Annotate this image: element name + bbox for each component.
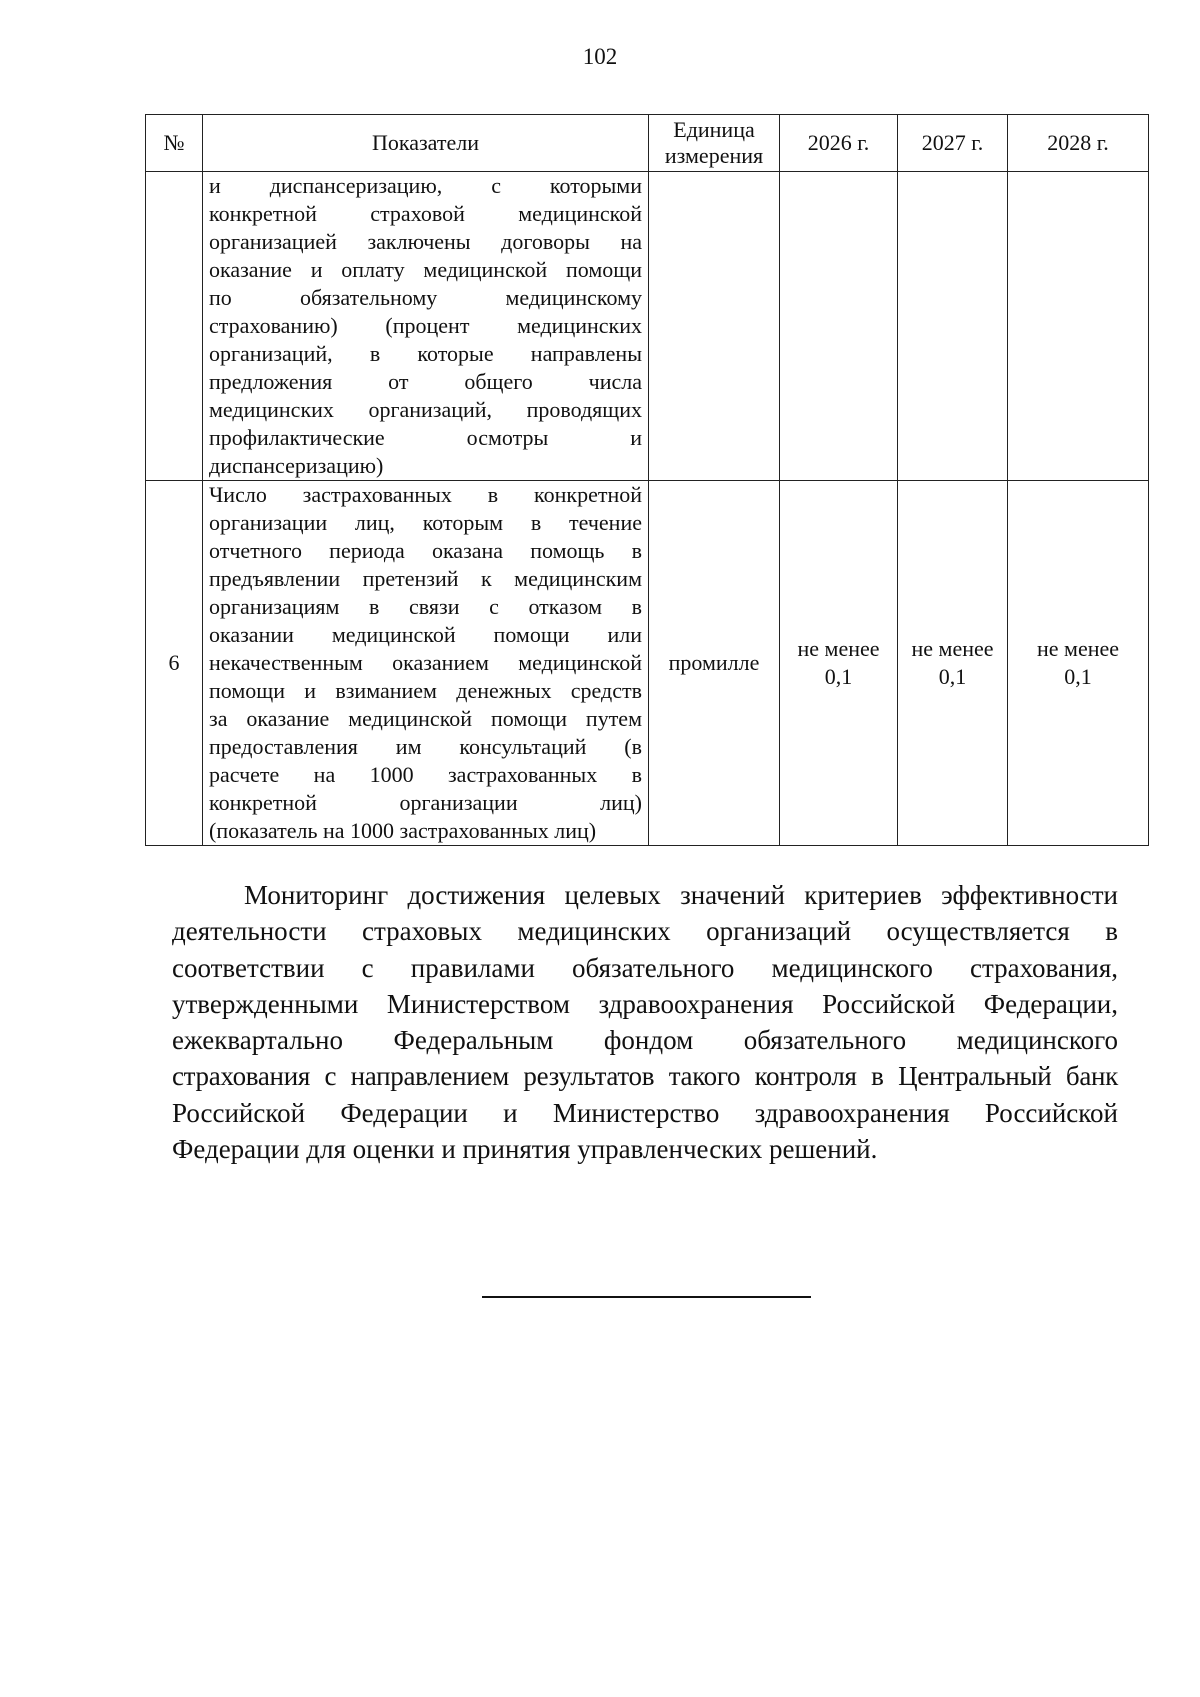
indicator-line: расчете на 1000 застрахованных в <box>209 762 642 787</box>
indicator-line: предоставления им консультаций (в <box>209 734 642 759</box>
header-unit-line1: Единица <box>673 117 755 142</box>
table-header-row <box>146 115 1149 172</box>
indicator-line: страхованию) (процент медицинских <box>209 313 642 338</box>
monitoring-paragraph <box>172 877 1118 1167</box>
indicator-line: медицинских организаций, проводящих <box>209 397 642 422</box>
indicator-line: предложения от общего числа <box>209 369 642 394</box>
indicator-line: конкретной страховой медицинской <box>209 201 642 226</box>
indicator-line: предъявлении претензий к медицинским <box>209 566 642 591</box>
indicator-line: (показатель на 1000 застрахованных лиц) <box>209 818 597 843</box>
paragraph-line: Российской Федерации и Министерство здравоохранения Российской <box>172 1097 1118 1128</box>
indicator-line: помощи и взиманием денежных средств <box>209 678 642 703</box>
header-year-2027: 2027 г. <box>898 115 1008 172</box>
header-indicator: Показатели <box>203 115 649 172</box>
indicator-cell <box>203 172 649 481</box>
table-row <box>146 172 1149 481</box>
unit-cell: промилле <box>649 481 780 846</box>
indicator-line: организацией заключены договоры на <box>209 229 642 254</box>
indicator-line: организациям в связи с отказом в <box>209 594 642 619</box>
paragraph-line: Федерации для оценки и принятия управленческих решений. <box>172 1134 878 1165</box>
value-2026-line1: не менее <box>797 636 880 661</box>
value-2026-cell <box>780 481 898 846</box>
end-divider-line <box>482 1296 811 1298</box>
paragraph-line: деятельности страховых медицинских организаций осуществляется в <box>172 916 1118 947</box>
indicator-line: профилактические осмотры и <box>209 425 642 450</box>
header-unit-line2: измерения <box>664 143 764 168</box>
indicator-line: организации лиц, которым в течение <box>209 510 642 535</box>
paragraph-line: Мониторинг достижения целевых значений критериев эффективности <box>244 880 1118 910</box>
row-num-cell <box>146 172 203 481</box>
indicator-cell <box>203 481 649 846</box>
value-2027-cell <box>898 172 1008 481</box>
row-num-cell: 6 <box>146 481 203 846</box>
value-2026-line2: 0,1 <box>824 664 853 689</box>
paragraph-line: утвержденными Министерством здравоохранения Российской Федерации, <box>172 988 1118 1019</box>
paragraph-line: ежеквартально Федеральным фондом обязательного медицинского <box>172 1025 1118 1056</box>
paragraph-line: соответствии с правилами обязательного медицинского страхования, <box>172 952 1118 983</box>
value-2027-line2: 0,1 <box>938 664 967 689</box>
header-num: № <box>146 115 203 172</box>
value-2028-line2: 0,1 <box>1064 664 1092 689</box>
indicator-line: оказание и оплату медицинской помощи <box>209 257 642 282</box>
value-2027-cell <box>898 481 1008 846</box>
indicator-line: и диспансеризацию, с которыми <box>209 173 642 198</box>
value-2027-line1: не менее <box>911 636 994 661</box>
value-2028-line1: не менее <box>1036 636 1120 661</box>
header-year-2026: 2026 г. <box>780 115 898 172</box>
value-2028-cell <box>1008 172 1149 481</box>
page-number: 102 <box>582 44 618 69</box>
indicator-line: конкретной организации лиц) <box>209 790 642 815</box>
table-row <box>146 481 1149 846</box>
indicator-line: некачественным оказанием медицинской <box>209 650 642 675</box>
value-2028-cell <box>1008 481 1149 846</box>
unit-cell <box>649 172 780 481</box>
value-2026-cell <box>780 172 898 481</box>
indicator-line: по обязательному медицинскому <box>209 285 642 310</box>
paragraph-line: страхования с направлением результатов такого контроля в Центральный банк <box>172 1061 1118 1092</box>
indicator-line: диспансеризацию) <box>209 453 384 478</box>
indicator-line: за оказание медицинской помощи путем <box>209 706 642 731</box>
indicators-table <box>145 114 1149 846</box>
indicator-line: организаций, в которые направлены <box>209 341 642 366</box>
indicator-line: оказании медицинской помощи или <box>209 622 642 647</box>
indicator-line: отчетного периода оказана помощь в <box>209 538 642 563</box>
indicator-line: Число застрахованных в конкретной <box>209 482 642 507</box>
header-unit <box>649 115 780 172</box>
header-year-2028: 2028 г. <box>1008 115 1149 172</box>
